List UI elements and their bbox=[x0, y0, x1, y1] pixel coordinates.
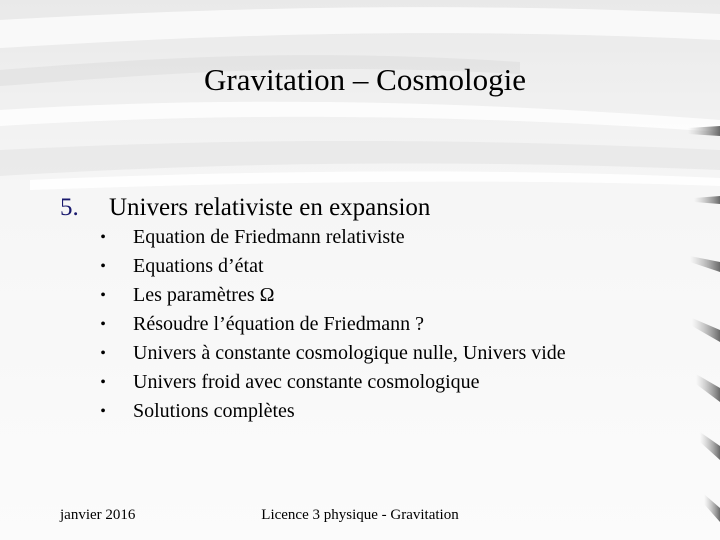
bullet-icon: • bbox=[100, 345, 106, 362]
bullet-text: Univers à constante cosmologique nulle, Univers vide bbox=[133, 342, 566, 364]
bullet-text: Solutions complètes bbox=[133, 400, 295, 422]
slide-title: Gravitation – Cosmologie bbox=[203, 62, 527, 97]
bullet-icon: • bbox=[100, 403, 106, 420]
bullet-icon: • bbox=[100, 374, 106, 391]
bullet-text: Equations d’état bbox=[133, 255, 264, 277]
list-item bbox=[93, 223, 623, 252]
bullet-text: Les paramètres Ω bbox=[133, 284, 275, 306]
list-item bbox=[93, 310, 623, 339]
list-item bbox=[93, 339, 623, 368]
list-item bbox=[93, 281, 623, 310]
section-heading: Univers relativiste en expansion bbox=[109, 194, 431, 221]
footer-date: janvier 2016 bbox=[60, 507, 136, 523]
list-item bbox=[93, 252, 623, 281]
bullet-text: Univers froid avec constante cosmologique bbox=[133, 371, 480, 393]
bullet-icon: • bbox=[100, 258, 106, 275]
footer-course: Licence 3 physique - Gravitation bbox=[261, 507, 459, 523]
bullet-icon: • bbox=[100, 316, 106, 333]
section-number: 5. bbox=[60, 194, 79, 221]
list-item bbox=[93, 397, 623, 426]
bullet-icon: • bbox=[100, 287, 106, 304]
bullet-text: Equation de Friedmann relativiste bbox=[133, 226, 405, 248]
bullet-icon: • bbox=[100, 229, 106, 246]
list-item bbox=[93, 368, 623, 397]
bullet-text: Résoudre l’équation de Friedmann ? bbox=[133, 313, 425, 335]
bullet-list bbox=[93, 223, 623, 426]
